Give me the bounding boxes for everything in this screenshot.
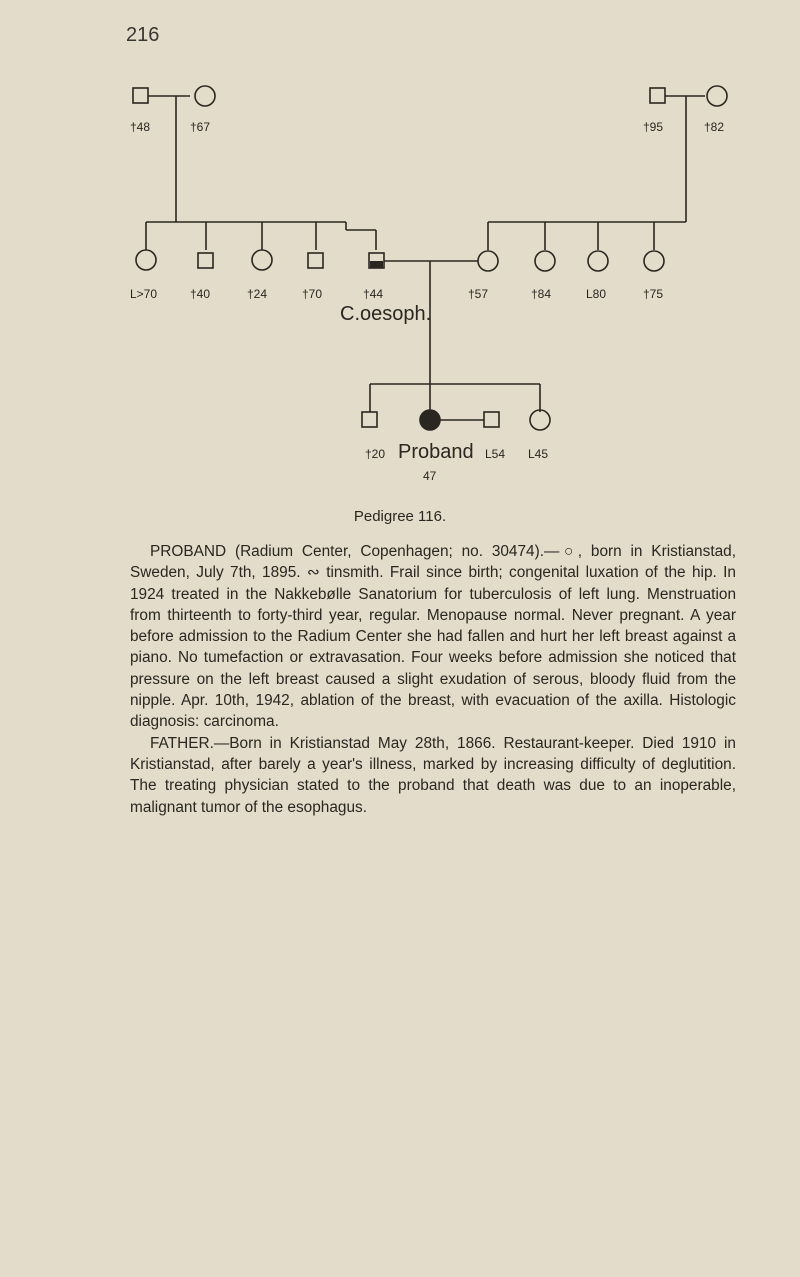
pedigree-caption: Pedigree 116. [353, 508, 447, 525]
grandfather-left-age: †48 [130, 120, 151, 134]
pedigree-chart [0, 0, 800, 500]
uncle-paternal-2-square [308, 253, 323, 268]
mother-circle [478, 251, 498, 271]
grandmother-right-circle [707, 86, 727, 106]
aunt-maternal-3-age: †75 [643, 287, 664, 301]
proband-label: Proband [398, 441, 474, 463]
mother-age: †57 [468, 287, 489, 301]
proband-husband-square [484, 412, 499, 427]
proband-paragraph [130, 541, 736, 733]
proband-age: 47 [423, 469, 437, 483]
grandmother-left-age: †67 [190, 120, 211, 134]
proband-heading: PROBAND [150, 543, 227, 560]
grandfather-right-square [650, 88, 665, 103]
uncle-paternal-1-square [198, 253, 213, 268]
proband-text: (Radium Center, Copenhagen; no. 30474).—○, born in Kristianstad, Sweden, July 7th, 1895. ∾ tinsmith. Frail since birth; congenital luxation of the hip. In 1924 treated in the Nakkebølle Sanatorium for tuberculosis of left lung. Menstruation from thirteenth to forty-third year, regular. Menopause normal. Never pregnant. A year before admission to the Radium Center she had fallen and hurt her left breast against a piano. No tumefaction or extravasation. Four weeks before admission she noticed that pressure on the left breast caused a slight exudation of serous, bloody fluid from the nipple. Apr. 10th, 1942, ablation of the breast, with evacuation of the axilla. Histologic diagnosis: carcinoma. [130, 543, 736, 731]
sibling-sister-age: L45 [528, 447, 549, 461]
sibling-brother-age: †20 [365, 447, 386, 461]
proband-husband-age: L54 [485, 447, 506, 461]
aunt-paternal-1-age: L>70 [130, 287, 158, 301]
aunt-maternal-2-age: L80 [586, 287, 607, 301]
grandfather-left-square [133, 88, 148, 103]
father-text: .—Born in Kristianstad May 28th, 1866. Restaurant-keeper. Died 1910 in Kristianstad, after barely a year's illness, marked by increasing difficulty of deglutition. The treating physician stated to the proband that death was due to an inoperable, malignant tumor of the esophagus. [130, 734, 736, 816]
page-number: 216 [126, 24, 160, 46]
father-paragraph [130, 733, 736, 818]
uncle-paternal-2-age: †70 [302, 287, 323, 301]
uncle-paternal-1-age: †40 [190, 287, 211, 301]
sibling-sister-circle [530, 410, 550, 430]
aunt-maternal-1-circle [535, 251, 555, 271]
aunt-paternal-2-age: †24 [247, 287, 268, 301]
proband-circle [420, 410, 440, 430]
aunt-maternal-1-age: †84 [531, 287, 552, 301]
grandfather-right-age: †95 [643, 120, 664, 134]
aunt-paternal-1-circle [136, 250, 156, 270]
body-text [130, 541, 736, 818]
father-heading: FATHER [150, 734, 210, 752]
father-age: †44 [363, 287, 384, 301]
grandmother-right-age: †82 [704, 120, 725, 134]
aunt-maternal-2-circle [588, 251, 608, 271]
aunt-maternal-3-circle [644, 251, 664, 271]
aunt-paternal-2-circle [252, 250, 272, 270]
grandmother-left-circle [195, 86, 215, 106]
father-note: C.oesoph. [340, 303, 432, 325]
sibling-brother-square [362, 412, 377, 427]
